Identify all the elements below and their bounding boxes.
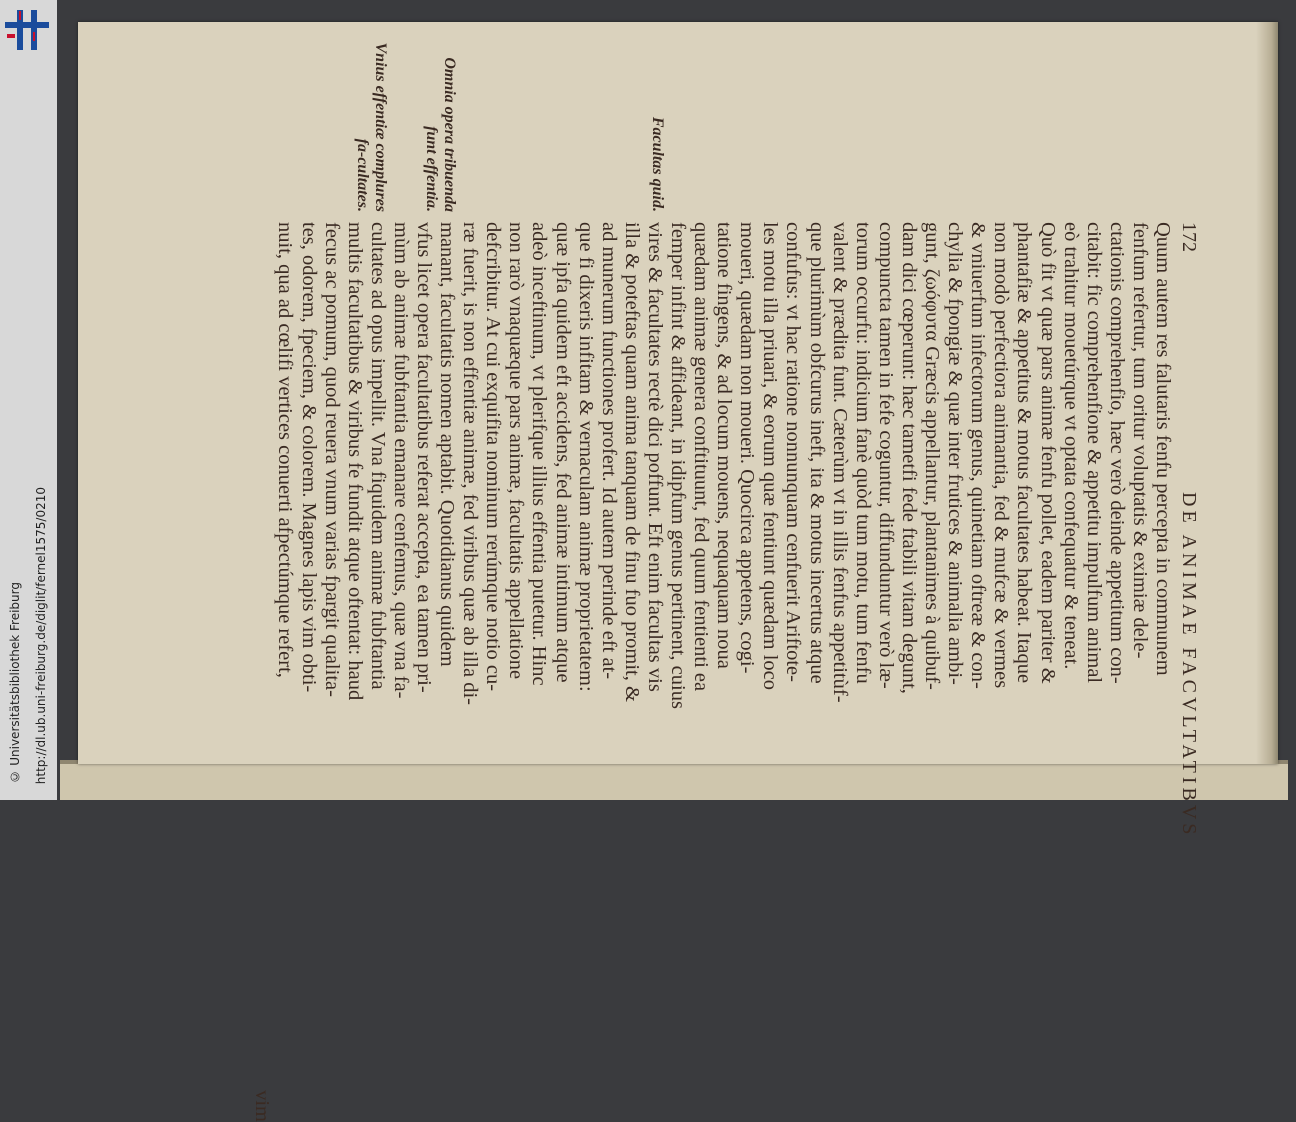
text-line: vires & facultates rectè dici poffunt. Eft enim facultas vis	[643, 222, 666, 692]
text-line: ræ fuerit, is non effentiæ animæ, fed viribus quæ ab illa di-	[459, 222, 482, 706]
viewer-sidebar	[0, 0, 57, 800]
text-line: eò trahitur mouetúrque vt optata confequatur & teneat.	[1059, 222, 1082, 670]
text-line: nuit, qua ad cœlifi vertices conuerti afpectúmque refert,	[274, 222, 297, 678]
university-logo-icon[interactable]	[5, 10, 49, 50]
text-line: chylia & fpongiæ & quæ inter frutices & animalia ambi-	[944, 222, 967, 685]
document-url[interactable]: http://dl.ub.uni-freiburg.de/diglit/fernel1575/0210	[34, 486, 48, 784]
text-line: femper infint & affideant, in idipfum genus pertinent, cuius	[667, 222, 690, 709]
text-line: valent & prædita funt. Cæterùm vt in illis fenfus appetitùf-	[828, 222, 851, 703]
text-line: fenfum refertur, tum oritur voluptatis & eximiæ dele-	[1128, 222, 1151, 659]
text-line: confufus: vt hac ratione nonnunquam cenfuerit Ariftote-	[782, 222, 805, 682]
text-line: dam dici cœperunt: hæc tametfi fede ftabili vitam degunt,	[897, 222, 920, 694]
marginal-note: Facultas quid.	[648, 116, 666, 212]
text-line: compuncta tamen in fefe coguntur, diffunduntur verò læ-	[874, 222, 897, 689]
marginal-note: Vnius effentiæ complures fa-cultates.	[353, 42, 389, 212]
text-line: Quum autem res falutaris fenfu percepta in communem	[1152, 222, 1174, 676]
page-gutter	[1256, 22, 1278, 764]
text-line: que plurimùm obfcurus ineft, ita & motus incertus atque	[805, 222, 828, 684]
text-line: quæ ipfa quidem eft accidens, fed animæ intimum atque	[551, 222, 574, 683]
text-line: cultates ad opus impellit. Vna fiquidem animæ fubftantia	[366, 222, 389, 690]
text-line: quædam animæ genera conftituunt, fed quum fentienti ea	[690, 222, 713, 692]
text-line: multis facultatibus & viribus fe fundit atque oftentat: haud	[343, 222, 366, 701]
marginal-note: Omnia opera tribuenda funt effentia.	[422, 57, 458, 212]
text-line: les motu illa priuari, & eorum quæ fentiunt quædam loco	[759, 222, 782, 691]
text-line: que fi dixeris infitam & vernaculam animæ proprietatem:	[574, 222, 597, 692]
text-line: torum occurfu: indicium fanè quòd tum motu, tum fenfu	[851, 222, 874, 684]
text-line: Quò fit vt quæ pars animæ fenfu pollet, eadem pariter &	[1036, 222, 1059, 684]
text-line: ad munerum functiones profert. Id autem perinde eft at-	[597, 222, 620, 680]
text-line: mùm ab animæ fubftantia emanare cenfemus, quæ vna fa-	[389, 222, 412, 699]
text-line: tes, odorem, fpeciem, & colorem. Magnes lapis vim obti-	[297, 222, 320, 693]
page-number: 172	[1178, 222, 1200, 252]
text-line: adeò inceftinum, vt plerifque illius effentia putetur. Hinc	[528, 222, 551, 686]
text-line: manant, facultatis nomen aptabit. Quotidianus quidem	[436, 222, 459, 667]
catchword: vim	[251, 1090, 274, 1122]
text-line: citabit: fic comprehenfione & appetitu impulfum animal	[1082, 222, 1105, 684]
text-line: gunt, ζωόφυτα Græcis appellantur, plantanimes à quibuf-	[921, 222, 944, 690]
text-line: non rarò vnaquæque pars animæ, facultatis appellatione	[505, 222, 528, 680]
text-line: fecus ac pomum, quod reuera vnum varias fpargit qualita-	[320, 222, 343, 697]
text-line: defcribitur. At cui exquifita nominum rerúmque notio cu-	[482, 222, 505, 692]
text-line: ctationis comprehenfio, hæc verò deinde appetitum con-	[1105, 222, 1128, 684]
text-line: tatione fingens, & ad locum mouens, nequaquam noua	[713, 222, 736, 669]
text-line: & vniuerfum infectorum genus, quinetiam oftreæ & con-	[967, 222, 990, 689]
text-line: moueri, quædam non moueri. Quocirca appetens, cogi-	[736, 222, 759, 674]
page-body-text	[250, 222, 1174, 1122]
text-line: vfus licet opera facultatibus referat accepta, ea tamen pri-	[413, 222, 435, 693]
running-title: DE ANIMAE FACVLTATIBVS	[1178, 492, 1200, 839]
page-text-rotated	[80, 22, 1200, 1122]
text-line: illa & poteftas quam anima tanquam de finu fuo promit, &	[620, 222, 643, 702]
copyright-label: © Universitätsbibliothek Freiburg	[8, 582, 22, 784]
text-line: phantafiæ & appetitus & motus facultates habeat. Itaque	[1013, 222, 1036, 684]
text-line: non modò perfectiora animantia, fed & mufcæ & vermes	[990, 222, 1013, 689]
